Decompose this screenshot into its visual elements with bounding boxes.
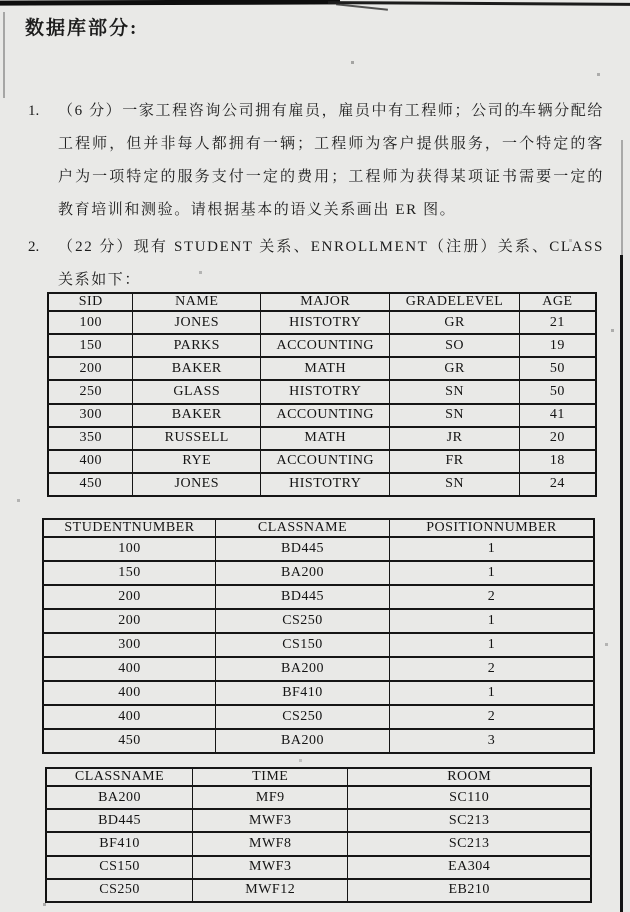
table-cell: BD445 <box>215 585 389 609</box>
table-cell: HISTOTRY <box>261 380 390 403</box>
table-cell: JR <box>390 427 519 450</box>
header-cell: POSITIONNUMBER <box>390 519 594 537</box>
table-cell: 50 <box>519 380 596 403</box>
table-cell: 200 <box>43 609 215 633</box>
table-cell: BA200 <box>215 561 389 585</box>
table-row <box>46 786 591 809</box>
scan-artifact-left-line <box>3 12 5 98</box>
scan-artifact-right-line <box>620 255 623 912</box>
table-row <box>48 404 596 427</box>
table-cell: 2 <box>390 585 594 609</box>
header-cell: ROOM <box>348 768 591 786</box>
table-cell: JONES <box>133 311 261 334</box>
table-cell: 200 <box>43 585 215 609</box>
table-cell: MWF3 <box>193 809 348 832</box>
table-cell: 3 <box>390 729 594 753</box>
question-1-text: （6 分）一家工程咨询公司拥有雇员，雇员中有工程师；公司的车辆分配给工程师，但并非每人都拥有一辆；工程师为客户提供服务，一个特定的客户为一项特定的服务支付一定的费用；工程师为获得某项证书需要一定的教育培训和测验。请根据基本的语义关系画出 ER 图。 <box>58 103 604 218</box>
table-cell: MATH <box>261 357 390 380</box>
table-cell: 1 <box>390 633 594 657</box>
table-cell: BA200 <box>46 786 193 809</box>
table-row <box>46 879 591 902</box>
table-row <box>46 856 591 879</box>
table-cell: 19 <box>519 334 596 357</box>
table-row <box>43 609 594 633</box>
table-row <box>48 380 596 403</box>
scan-artifact-top-bar <box>0 0 340 6</box>
table-cell: SO <box>390 334 519 357</box>
table-header-row <box>46 768 591 786</box>
table-cell: 50 <box>519 357 596 380</box>
table-cell: SC213 <box>348 809 591 832</box>
scan-artifact-top-line <box>328 1 630 5</box>
header-cell: MAJOR <box>261 293 390 311</box>
table-cell: 300 <box>43 633 215 657</box>
table-cell: MATH <box>261 427 390 450</box>
table-cell: SN <box>390 380 519 403</box>
scan-noise-specks <box>0 0 1 1</box>
header-cell: GRADELEVEL <box>390 293 519 311</box>
table-cell: 2 <box>390 705 594 729</box>
table-row <box>43 729 594 753</box>
table-cell: 350 <box>48 427 133 450</box>
student-table <box>47 292 597 497</box>
table-row <box>48 334 596 357</box>
table-cell: 1 <box>390 681 594 705</box>
table-cell: 100 <box>48 311 133 334</box>
table-cell: MWF12 <box>193 879 348 902</box>
table-cell: 20 <box>519 427 596 450</box>
section-title: 数据库部分: <box>25 18 139 39</box>
table-cell: 450 <box>48 473 133 496</box>
header-cell: CLASSNAME <box>215 519 389 537</box>
table-row <box>43 561 594 585</box>
table-cell: MWF8 <box>193 832 348 855</box>
table-header-row <box>43 519 594 537</box>
table-cell: 450 <box>43 729 215 753</box>
table-cell: PARKS <box>133 334 261 357</box>
table-cell: MF9 <box>193 786 348 809</box>
table-cell: CS150 <box>215 633 389 657</box>
table-cell: SN <box>390 404 519 427</box>
table-cell: 100 <box>43 537 215 561</box>
table-row <box>48 427 596 450</box>
table-cell: 200 <box>48 357 133 380</box>
table-cell: GLASS <box>133 380 261 403</box>
table-header-row <box>48 293 596 311</box>
table-cell: 150 <box>43 561 215 585</box>
table-cell: CS250 <box>215 609 389 633</box>
table-row <box>48 311 596 334</box>
table-row <box>43 633 594 657</box>
table-row <box>48 473 596 496</box>
table-cell: HISTOTRY <box>261 311 390 334</box>
table-cell: 1 <box>390 609 594 633</box>
table-cell: RYE <box>133 450 261 473</box>
table-cell: 21 <box>519 311 596 334</box>
table-cell: CS250 <box>215 705 389 729</box>
table-cell: JONES <box>133 473 261 496</box>
table-cell: SC213 <box>348 832 591 855</box>
table-cell: BD445 <box>46 809 193 832</box>
table-cell: ACCOUNTING <box>261 450 390 473</box>
enrollment-table <box>42 518 595 754</box>
table-cell: BF410 <box>46 832 193 855</box>
table-cell: 18 <box>519 450 596 473</box>
table-cell: BD445 <box>215 537 389 561</box>
table-row <box>43 585 594 609</box>
table-cell: ACCOUNTING <box>261 404 390 427</box>
table-cell: FR <box>390 450 519 473</box>
table-row <box>43 657 594 681</box>
table-cell: GR <box>390 311 519 334</box>
table-cell: BAKER <box>133 404 261 427</box>
table-cell: SN <box>390 473 519 496</box>
class-table <box>45 767 592 903</box>
table-cell: 400 <box>48 450 133 473</box>
question-2-number: 2. <box>28 239 40 255</box>
table-row <box>46 832 591 855</box>
header-cell: STUDENTNUMBER <box>43 519 215 537</box>
table-cell: GR <box>390 357 519 380</box>
scan-artifact-top-hook <box>336 3 388 10</box>
table-cell: 2 <box>390 657 594 681</box>
table-row <box>43 537 594 561</box>
question-1 <box>28 95 604 227</box>
question-2-text: （22 分）现有 STUDENT 关系、ENROLLMENT（注册）关系、CLASS 关系如下： <box>58 239 604 288</box>
question-1-number: 1. <box>28 103 40 119</box>
table-row <box>48 450 596 473</box>
header-cell: NAME <box>133 293 261 311</box>
table-cell: 300 <box>48 404 133 427</box>
scan-artifact-right-faint-line <box>621 140 623 258</box>
header-cell: CLASSNAME <box>46 768 193 786</box>
table-cell: 150 <box>48 334 133 357</box>
table-cell: 1 <box>390 537 594 561</box>
table-row <box>43 705 594 729</box>
table-cell: RUSSELL <box>133 427 261 450</box>
table-cell: EA304 <box>348 856 591 879</box>
table-row <box>48 357 596 380</box>
table-cell: 400 <box>43 681 215 705</box>
table-cell: 400 <box>43 657 215 681</box>
table-cell: CS250 <box>46 879 193 902</box>
table-cell: BA200 <box>215 657 389 681</box>
question-2 <box>28 231 604 297</box>
table-cell: MWF3 <box>193 856 348 879</box>
table-cell: BF410 <box>215 681 389 705</box>
table-row <box>46 809 591 832</box>
table-cell: 1 <box>390 561 594 585</box>
header-cell: TIME <box>193 768 348 786</box>
table-cell: ACCOUNTING <box>261 334 390 357</box>
table-cell: 400 <box>43 705 215 729</box>
table-cell: HISTOTRY <box>261 473 390 496</box>
table-cell: SC110 <box>348 786 591 809</box>
table-cell: 41 <box>519 404 596 427</box>
table-row <box>43 681 594 705</box>
table-cell: 24 <box>519 473 596 496</box>
table-cell: EB210 <box>348 879 591 902</box>
header-cell: SID <box>48 293 133 311</box>
table-cell: CS150 <box>46 856 193 879</box>
table-cell: BA200 <box>215 729 389 753</box>
header-cell: AGE <box>519 293 596 311</box>
table-cell: BAKER <box>133 357 261 380</box>
table-cell: 250 <box>48 380 133 403</box>
